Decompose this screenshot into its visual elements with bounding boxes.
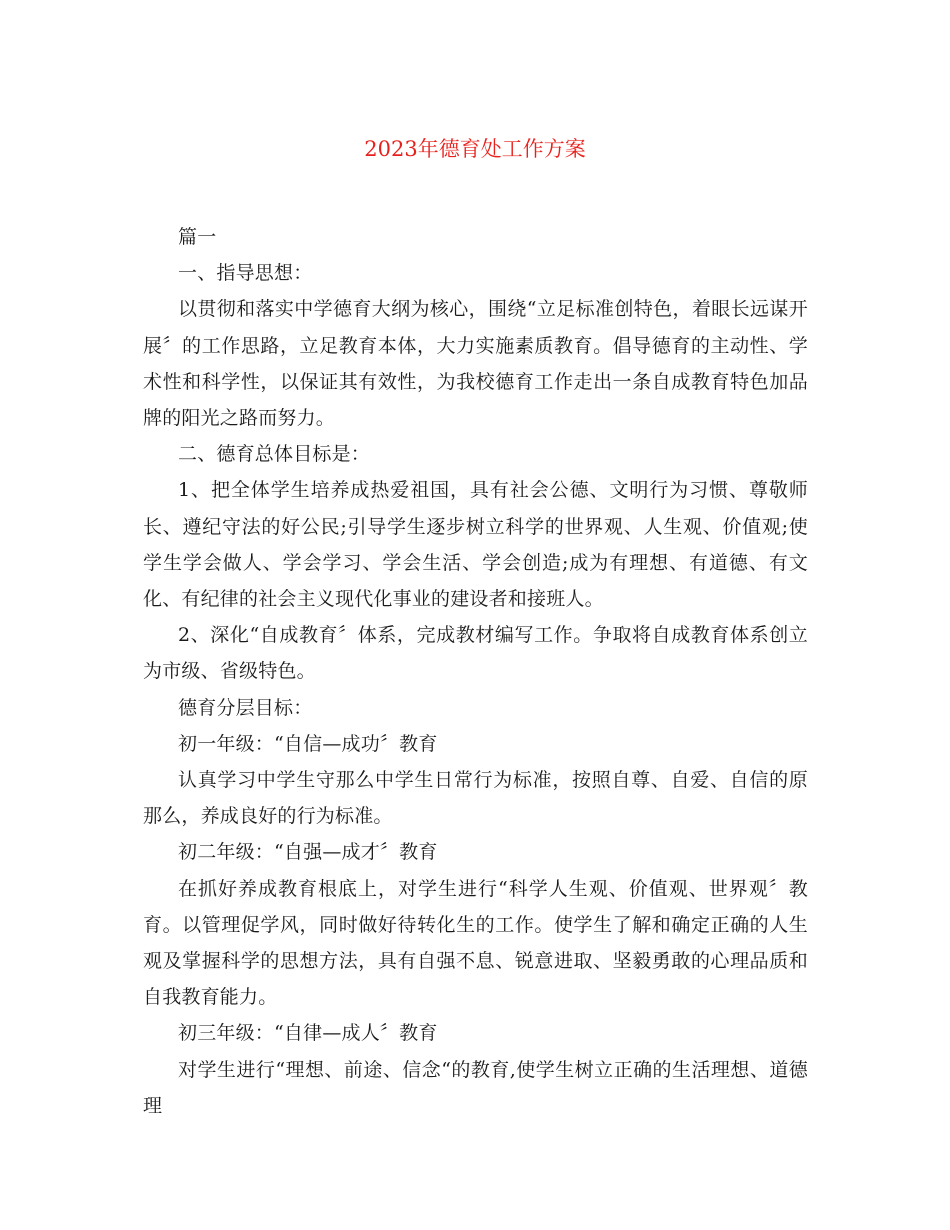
paragraph-heading-layered-goals: 德育分层目标： xyxy=(178,696,313,719)
paragraph-grade-3-text: 对学生进行“理想、前途、信念“的教育,使学生树立正确的生活理想、道德理 xyxy=(143,1058,808,1117)
paragraph-grade-3-heading: 初三年级：“自律—成人〞教育 xyxy=(178,1022,438,1045)
paragraph-section-label: 篇一 xyxy=(178,226,217,248)
paragraph-guiding-thought: 以贯彻和落实中学德育大纲为核心，围绕“立足标准创特色，着眼长远谋开展〞的工作思路，立足教育本体，大力实施素质教育。倡导德育的主动性、学术性和科学性，以保证其有效性，为我校德育工作走出一条自成教育特色加品牌的阳光之路而努力。 xyxy=(143,298,808,430)
paragraph-heading-guiding-thought: 一、指导思想： xyxy=(178,262,313,285)
paragraph-grade-1-text: 认真学习中学生守那么中学生日常行为标准，按照自尊、自爱、自信的原那么，养成良好的行为标准。 xyxy=(143,769,808,828)
paragraph-grade-1-heading: 初一年级：“自信—成功〞教育 xyxy=(178,732,438,755)
paragraph-grade-2-heading: 初二年级：“自强—成才〞教育 xyxy=(178,841,438,864)
paragraph-goal-1: 1、把全体学生培养成热爱祖国，具有社会公德、文明行为习惯、尊敬师长、遵纪守法的好公民;引导学生逐步树立科学的世界观、人生观、价值观;使学生学会做人、学会学习、学会生活、学会创造;成为有理想、有道德、有文化、有纪律的社会主义现代化事业的建设者和接班人。 xyxy=(143,479,808,611)
document-body xyxy=(143,219,808,1124)
paragraph-goal-2: 2、深化“自成教育〞体系，完成教材编写工作。争取将自成教育体系创立为市级、省级特色。 xyxy=(143,624,808,683)
paragraph-grade-2-text: 在抓好养成教育根底上，对学生进行“科学人生观、价值观、世界观〞教育。以管理促学风，同时做好待转化生的工作。使学生了解和确定正确的人生观及掌握科学的思想方法，具有自强不息、锐意进取、坚毅勇敢的心理品质和自我教育能力。 xyxy=(143,877,808,1009)
document-title: 2023年德育处工作方案 xyxy=(364,137,586,161)
paragraph-heading-overall-goals: 二、德育总体目标是： xyxy=(178,443,371,466)
